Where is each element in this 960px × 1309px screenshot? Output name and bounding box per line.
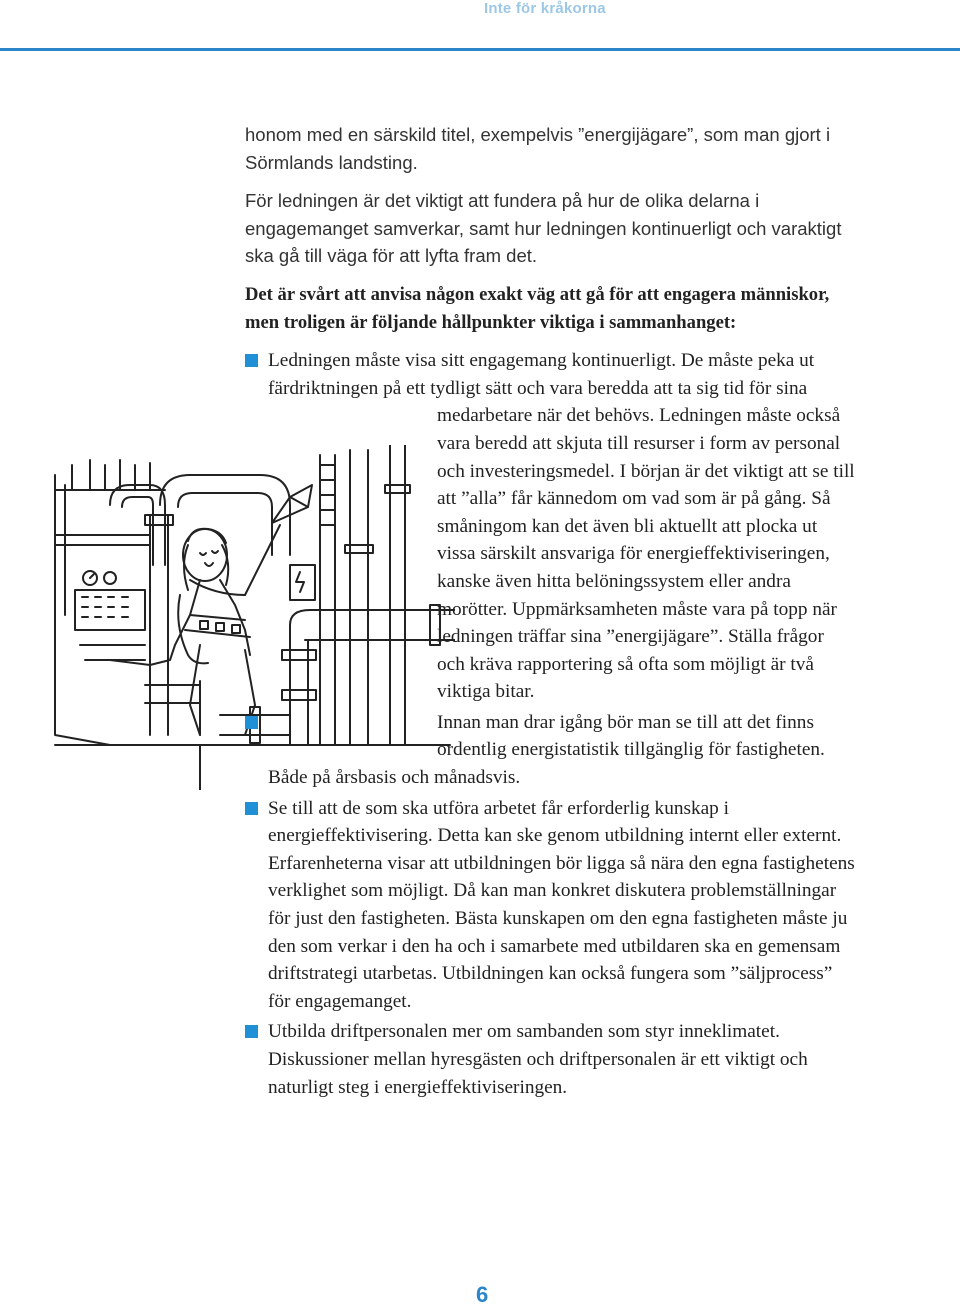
page-number: 6	[476, 1282, 489, 1307]
list-item-text-2: Innan man drar igång bör man se till att det finns ordentlig energistatistik tillgänglig för fastigheten. Både på årsbasis och månadsvis.	[268, 711, 825, 789]
square-bullet-icon	[245, 802, 258, 815]
list-item	[245, 347, 855, 706]
page-content	[245, 121, 855, 1104]
illustration-text-wrap-spacer	[245, 402, 437, 760]
paragraph-lead-bold: Det är svårt att anvisa någon exakt väg att gå för att engagera människor, men troligen är följande hållpunkter viktiga i sammanhanget:	[245, 283, 830, 333]
list-item-text-3: Se till att de som ska utföra arbetet får erforderlig kunskap i energieffektivisering. Detta kan ske genom utbildning internt eller externt. Erfarenheterna visar att utbildningen bör ligga så nära den egna fastighetens verklighet som möjligt. Då kan man konkret diskutera problemställningar för just den fastigheten. Bästa kunskapen om den egna fastigheten måste ju den som verkar i den ha och i samarbete med utbildaren ska en gemensam driftstrategi utarbetas. Utbildningen kan också fungera som ”säljprocess” för engagemanget.	[268, 797, 855, 1012]
paragraph-management: För ledningen är det viktigt att fundera på hur de olika delarna i engagemanget samverkar, samt hur ledningen kontinuerligt och varaktigt ska gå till väga för att lyfta fram det.	[245, 190, 842, 267]
running-header-title: Inte för kråkorna	[484, 0, 606, 17]
paragraph-intro: honom med en särskild titel, exempelvis ”energijägare”, som man gjort i Sörmlands landsting.	[245, 124, 831, 173]
list-item	[245, 1018, 855, 1101]
list-item	[245, 709, 855, 792]
list-item-text-4: Utbilda driftpersonalen mer om sambanden som styr inneklimatet. Diskussioner mellan hyresgästen och driftpersonalen är ett viktigt och naturligt steg i energieffektiviseringen.	[268, 1021, 808, 1098]
square-bullet-icon	[245, 716, 258, 729]
header-rule	[0, 48, 960, 51]
square-bullet-icon	[245, 354, 258, 367]
list-item-text-1: Ledningen måste visa sitt engagemang kontinuerligt. De måste peka ut färdriktningen på ett tydligt sätt och vara beredda att ta sig tid för sina medarbetare när det behövs. Ledningen måste också vara beredd att skjuta till resurser i form av personal och investeringsmedel. I början är det viktigt att se till att ”alla” får kännedom om vad som är på gång. Så småningom kan det även bli aktuellt att plocka ut vissa särskilt ansvariga för energieffektiviseringen, kanske även hitta belöningssystem eller andra morötter. Uppmärksamheten måste vara på topp när ledningen träffar sina ”energijägare”. Ställa frågor och kräva rapportering så ofta som möjligt är två viktiga bitar.	[268, 350, 855, 702]
square-bullet-icon	[245, 1025, 258, 1038]
list-item	[245, 795, 855, 1016]
bullet-list	[245, 347, 855, 1101]
